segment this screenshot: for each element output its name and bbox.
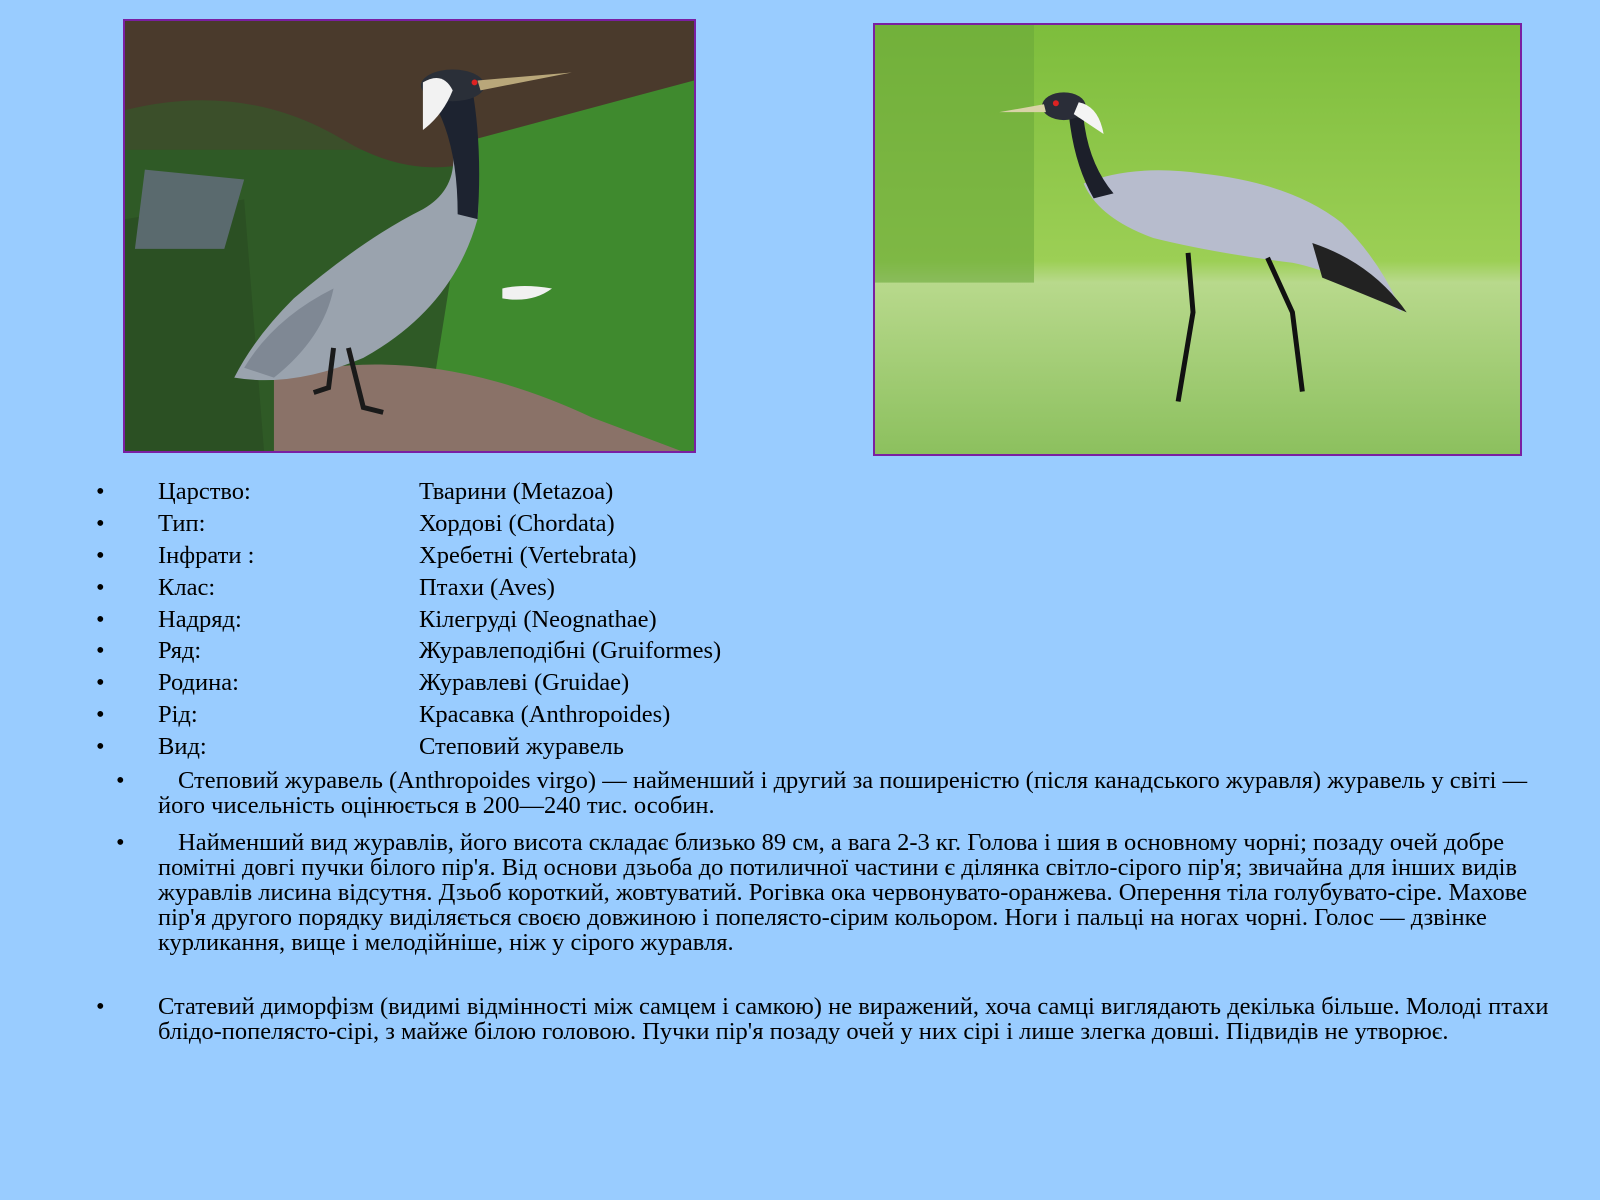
taxonomy-row: [96, 540, 1536, 572]
taxonomy-value: Хордові (Chordata): [419, 509, 615, 537]
taxonomy-rank: Ряд:: [158, 637, 202, 665]
description-paragraph: [96, 994, 1556, 1044]
taxonomy-value: Хребетні (Vertebrata): [419, 541, 637, 569]
taxonomy-rank: Інфрати :: [158, 541, 255, 569]
taxonomy-row: [96, 476, 1536, 508]
taxonomy-value: Журавлеві (Gruidae): [419, 669, 630, 697]
taxonomy-row: [96, 572, 1536, 604]
crane-photo-lawn-illustration: [875, 25, 1520, 454]
taxonomy-rank: Клас:: [158, 573, 216, 601]
crane-photo-rock-illustration: [125, 21, 694, 451]
taxonomy-value: Степовий журавель: [419, 733, 624, 761]
taxonomy-value: Кілегруді (Neognathae): [419, 605, 657, 633]
taxonomy-value: Птахи (Aves): [419, 573, 555, 601]
taxonomy-row: [96, 731, 1536, 763]
taxonomy-value: Журавлеподібні (Gruiformes): [419, 637, 722, 665]
taxonomy-rank: Тип:: [158, 509, 206, 537]
taxonomy-row: [96, 667, 1536, 699]
description-text: Найменший вид журавлів, його висота складає близько 89 см, а вага 2-3 кг. Голова і шия в основному чорні; позаду очей добре помітні довгі пучки білого пір'я. Від оснoви дзьоба до потиличної частини є ділянка світло-сірого пір'я; звичайна для інших видів журавлів лисина відсутня. Дзьоб короткий, жовтуватий. Рогівка ока червонувато-оранжева. Оперення тіла голубувато-сіре. Махове пір'я другого порядку виділяється своєю довжиною і попелясто-сірим кольором. Ноги і пальці на ногах чорні. Голос — дзвінке курликання, вище і мелодійніше, ніж у сірого журавля.: [158, 829, 1528, 956]
taxonomy-rank: Родина:: [158, 669, 239, 697]
taxonomy-row: [96, 604, 1536, 636]
taxonomy-rank: Рід:: [158, 701, 198, 729]
taxonomy-rank: Надряд:: [158, 605, 242, 633]
taxonomy-row: [96, 508, 1536, 540]
crane-photo-lawn: [873, 23, 1522, 456]
taxonomy-value: Тварини (Metazoa): [419, 478, 614, 505]
description-paragraph: [96, 830, 1556, 955]
taxonomy-rank: Царство:: [158, 478, 251, 505]
taxonomy-rank: Вид:: [158, 733, 207, 761]
taxonomy-row: [96, 699, 1536, 731]
description-paragraph: [96, 768, 1556, 818]
crane-photo-rock: [123, 19, 696, 453]
description-list: [96, 768, 1556, 1056]
taxonomy-value: Красавка (Anthropoides): [419, 701, 671, 729]
description-text: Статевий диморфізм (видимі відмінності між самцем і самкою) не виражений, хоча самці виглядають декілька більше. Молоді птахи блідо-попелясто-сірі, з майже білою головою. Пучки пір'я позаду очей у них сірі і лише злегка довші. Підвидів не утворює.: [158, 993, 1549, 1045]
taxonomy-row: [96, 635, 1536, 667]
description-text: Степовий журавель (Anthropoides virgo) — найменший і другий за поширеністю (після канадського журавля) журавель у світі — його чисельність оцінюється в 200—240 тис. особин.: [158, 767, 1528, 819]
taxonomy-list: [96, 476, 1536, 763]
